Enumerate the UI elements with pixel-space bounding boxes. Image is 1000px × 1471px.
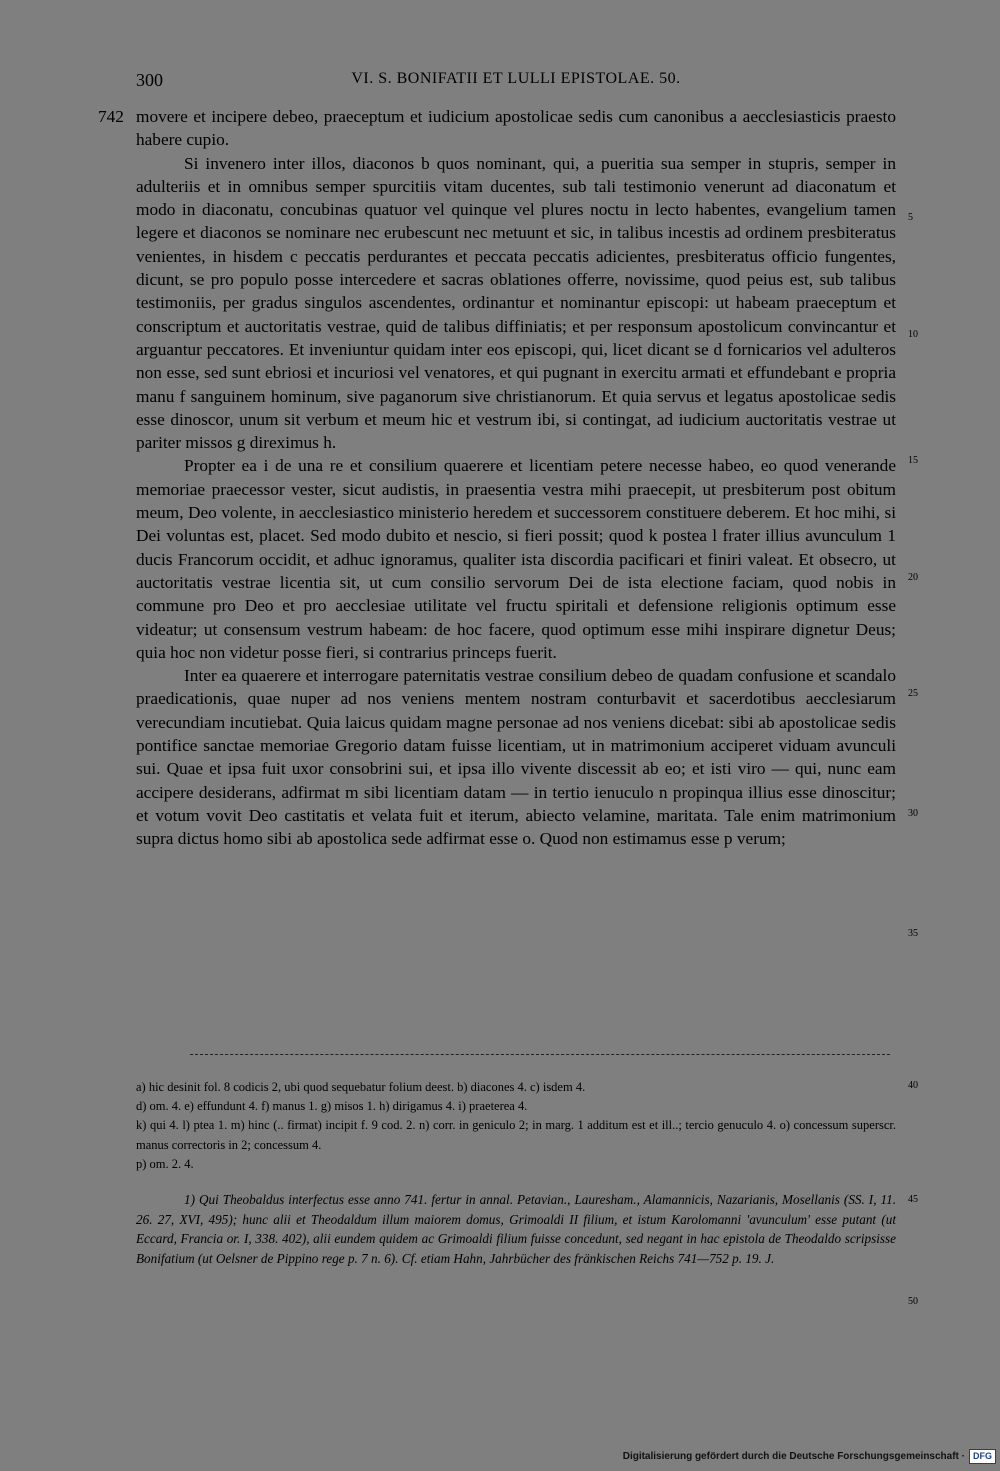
line-number: 15 [908, 455, 918, 466]
paragraph: movere et incipere debeo, praeceptum et iudicium apostolicae sedis cum canonibus a aecclesiasticis praesto habere cupio. [136, 107, 896, 150]
page-header [136, 70, 896, 96]
paragraph: Propter ea i de una re et consilium quaerere et licentiam petere necesse habeo, eo quod venerande memoriae praecessor vester, sicut audistis, in praesentia vestra mihi praecepit, ut presbiterum post obitum meum, Deo volente, in aecclesiastico ministerio heredem et successorem constituere deberem. Et hoc mihi, si Dei voluntas est, placet. Sed modo dubito et nescio, si fieri possit; quod k postea l frater illius avunculum 1 ducis Francorum occidit, et adhuc ignoramus, qualiter ista discordia pacificari et finiri valeat. Et obsecro, ut auctoritatis vestrae licentia sit, ut cum consilio servorum Dei de ista electione faciam, quod nobis in commune pro Deo et pro aecclesiae utilitate vel fructu spiritali et defensione religionis optimum esse videatur; ut consensum vestrum habeam: de hoc facere, quod optimum esse mihi inspirare dignetur Deus; quia hoc non videtur posse fieri, si contrarius princeps fuerit. [136, 456, 896, 662]
apparatus-line: p) om. 2. 4. [136, 1156, 194, 1171]
paragraph: Si invenero inter illos, diaconos b quos nominant, qui, a pueritia sua semper in stupris, semper in adulteriis et in omnibus semper spurcitiis vitam ducentes, sub tali testimonio venerunt ad diaconatum et modo in diaconatu, concubinas quatuor vel quinque vel plures noctu in lecto habentes, evangelium tamen legere et diaconos se nominare nec erubescunt nec metuunt et sic, in talibus incestis ad ordinem presbiteratus venientes, in hisdem c peccatis perdurantes et peccata peccatis adicientes, presbiteratus officio fungentes, dicunt, se pro populo posse intercedere et sacras oblationes offerre, novissime, quod peius est, sub talibus testimoniis, per gradus singulos ascendentes, ordinantur et nominantur episcopi: ut habeam praeceptum et conscriptum et auctoritatis vestrae, quid de talibus diffiniatis; et per responsum apostolicum convincantur et arguantur peccatores. Et inveniuntur quidam inter eos episcopi, qui, licet dicant se d fornicarios vel adulteros non esse, sed sunt ebriosi et incuriosi vel venatores, et qui pugnant in exercitu armati et effundebant e propria manu f sanguinem hominum, sive paganorum sive christianorum. Et quia servus et legatus apostolicae sedis esse dinoscor, unum sit verbum et meum hic et vestrum ibi, si contingat, ad iudicium auctoritatis vestrae ut pariter missos g direximus h. [136, 153, 896, 453]
line-number: 30 [908, 808, 918, 819]
line-number: 25 [908, 688, 918, 699]
page-number: 300 [136, 70, 163, 90]
line-number: 45 [908, 1194, 918, 1205]
paragraph: Inter ea quaerere et interrogare paternitatis vestrae consilium debeo de quadam confusione et scandalo praedicationis, quae nuper ad nos veniens mentem nostram conturbavit et sacerdotibus aecclesiarum verecundiam incutiebat. Quia laicus quidam magne personae ad nos veniens dicebat: sibi ab apostolicae sedis pontifice sanctae memoriae Gregorio datam fuisse licentiam, ut in matrimonium acciperet viduam avunculi sui. Quae et ipsa fuit uxor consobrini sui, et ipsa illo vivente discessit ab eo; et isti viro — qui, nunc eam accipere desiderans, adfirmat m sibi licentiam datam — in tertio ienuculo n propinqua illius esse dinoscitur; et votum vovit Deo castitatis et velata fuit et iterum, abiecto velamine, maritata. Tale enim matrimonium supra dictus homo sibi ab apostolica sede adfirmat esse o. Quod non estimamus esse p verum; [136, 666, 896, 849]
apparatus-line: a) hic desinit fol. 8 codicis 2, ubi quod sequebatur folium deest. b) diacones 4. c) isdem 4. [136, 1080, 586, 1094]
main-text [136, 105, 896, 851]
line-number: 10 [908, 329, 918, 340]
running-title: VI. S. BONIFATII ET LULLI EPISTOLAE. 50. [351, 70, 681, 87]
line-number: 40 [908, 1080, 918, 1091]
line-number: 20 [908, 572, 918, 583]
apparatus-line: k) qui 4. l) ptea 1. m) hinc (.. firmat) incipit f. 9 cod. 2. n) corr. in geniculo 2; in marg. 1 additum est et ill..; tercio genuculo 4. o) concessum superscr. manus correctoris in 2; concessum 4. [136, 1118, 896, 1152]
margin-year: 742 [98, 107, 124, 126]
line-number: 5 [908, 212, 913, 223]
apparatus-line: d) om. 4. e) effundunt 4. f) manus 1. g) misos 1. h) dirigamus 4. i) praeterea 4. [136, 1099, 528, 1114]
editorial-footnote [136, 1190, 896, 1268]
line-number: 50 [908, 1296, 918, 1307]
critical-apparatus [136, 1078, 896, 1174]
footnote-text: 1) Qui Theobaldus interfectus esse anno 741. fertur in annal. Petavian., Lauresham., Alamannicis, Nazarianis, Mosellanis (SS. I, 11. 26. 27, XVI, 495); hunc alii et Theodaldum illum maiorem domus, Grimoaldi II filium, et istum Karolomanni 'avunculum' esse putant (ut Eccard, Francia or. I, 338. 402), alii eundem quidem ac Grimoaldi filium fuisse concedunt, sed negant in hac epistola de Theodaldo scripsisse Bonifatium (ut Oelsner de Pippino rege p. 7 n. 6). Cf. etiam Hahn, Jahrbücher des fränkischen Reichs 741—752 p. 19. J. [136, 1192, 896, 1266]
footnote-divider [190, 1054, 890, 1055]
credit-text: Digitalisierung gefördert durch die Deutsche Forschungsgemeinschaft · [622, 1450, 965, 1462]
dfg-logo-icon: DFG [969, 1449, 996, 1464]
digitization-credit [623, 1447, 996, 1465]
line-number: 35 [908, 928, 918, 939]
